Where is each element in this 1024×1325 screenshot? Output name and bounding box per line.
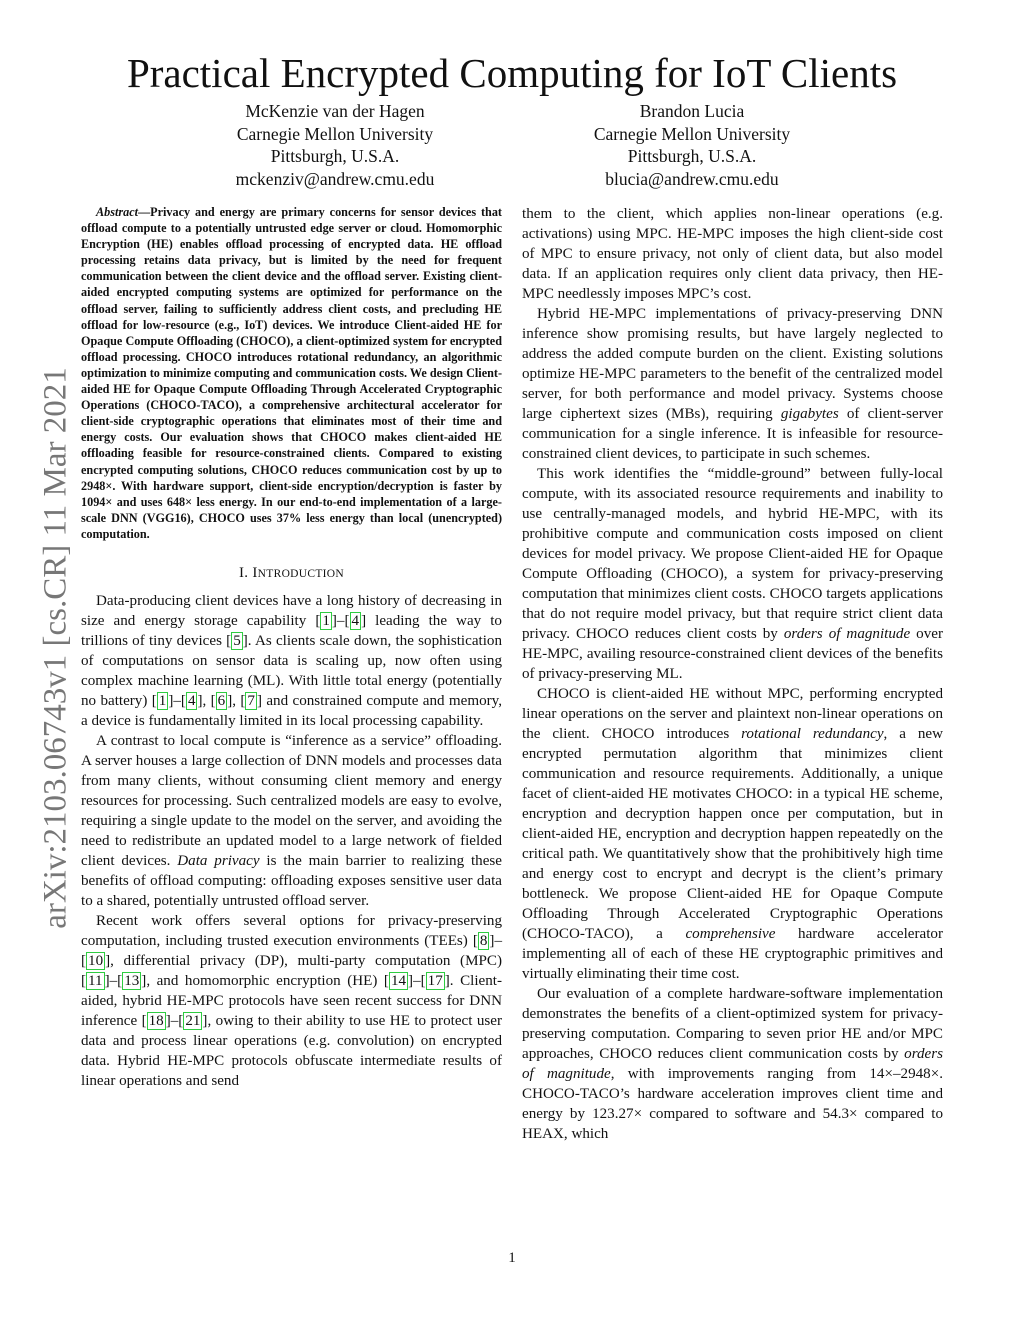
citation-link[interactable]: 4 <box>187 692 196 709</box>
abstract-label: Abstract <box>96 205 138 219</box>
citation-link[interactable]: 10 <box>88 952 104 969</box>
citation-link[interactable]: 11 <box>88 972 103 989</box>
right-column <box>522 204 943 1144</box>
citation-link[interactable]: 5 <box>233 632 241 649</box>
citation-link[interactable]: 1 <box>322 612 330 629</box>
author-email: mckenziv@andrew.cmu.edu <box>235 168 435 189</box>
citation-link[interactable]: 6 <box>217 692 226 709</box>
arxiv-id: arXiv:2103.06743v1 [cs.CR] 11 Mar 2021 <box>37 367 74 929</box>
abstract-text: —Privacy and energy are primary concerns for sensor devices that offload compute to a potentially untrusted edge server or cloud. Homomorphic Encryption (HE) enables offload processing of encrypted data. HE offload processing retains data privacy, but is limited by the need for frequent communication between the client device and the offload server. Existing client-aided encrypted computing systems are optimized for performance on the offload server, failing to sufficiently address client costs, and precluding HE offload for low-resource (e.g., IoT) devices. We introduce Client-aided HE for Opaque Compute Offloading (CHOCO), a client-optimized system for encrypted offload processing. CHOCO introduces rotational redundancy, an algorithmic optimization to minimize computing and communication costs. We design Client-aided HE for Opaque Compute Offloading Through Accelerated Cryptographic Operations (CHOCO-TACO), a comprehensive architectural accelerator for client-side cryptographic operations that eliminates most of their time and energy costs. Our evaluation shows that CHOCO makes client-aided HE offloading feasible for resource-constrained clients. Compared to existing encrypted computing solutions, CHOCO reduces communication cost by up to 2948×. With hardware support, client-side encryption/decryption is faster by 1094× and uses 648× less energy. In our end-to-end implementation of a large-scale DNN (VGG16), CHOCO uses 37% less energy than local (unencrypted) computation. <box>81 205 502 541</box>
paragraph: This work identifies the “middle-ground” between fully-local compute, with its associated resource requirements and inability to use centrally-managed models, and hybrid HE-MPC, with its prohibitive compute and communication costs imposed on client devices for model privacy. We propose Client-aided HE for Opaque Compute Offloading (CHOCO), a system for privacy-preserving computation that minimizes client costs. CHOCO targets applications that do not require model privacy, but that require strict client data privacy. CHOCO reduces client costs by orders of magnitude over HE-MPC, availing resource-constrained client devices of the benefits of privacy-preserving ML. <box>522 466 943 682</box>
author-name: McKenzie van der Hagen <box>245 101 425 121</box>
citation-link[interactable]: 8 <box>479 932 488 949</box>
paper-title: Practical Encrypted Computing for IoT Clients <box>126 50 898 96</box>
citation-link[interactable]: 18 <box>148 1012 164 1029</box>
author-name: Brandon Lucia <box>639 101 745 121</box>
citation-link[interactable]: 14 <box>390 972 407 989</box>
citation-link[interactable]: 17 <box>427 972 443 989</box>
abstract <box>81 204 502 542</box>
author-affiliation: Carnegie Mellon University <box>593 123 791 144</box>
paragraph: Data-producing client devices have a long history of decreasing in size and energy storage capability [ 1 ]–[ 4 ] leading the way to trillions of tiny devices [ 5 ]. As clients scale down, the sophistication of computations on sensor data is scaling up, now often using complex machine learning (ML). With little total energy (potentially no battery) [ 1 ]–[ 4 ], [ 6 ], [ 7 ] and constrained compute and memory, a device is fundamentally limited in its local processing capability. <box>81 592 502 729</box>
citation-link[interactable]: 21 <box>185 1012 201 1029</box>
paragraph: Our evaluation of a complete hardware-software implementation demonstrates the benefits of a client-optimized system for privacy-preserving computation. Comparing to seven prior HE and/or MPC approaches, CHOCO reduces client communication costs by orders of magnitude, with improvements ranging from 14×–2948×. CHOCO-TACO’s hardware acceleration improves client time and energy by 123.27× compared to software and 54.3× compared to HEAX, which <box>522 986 943 1142</box>
paragraph: Recent work offers several options for privacy-preserving computation, including trusted execution environments (TEEs) [ 8 ]–[ 10 ], differential privacy (DP), multi-party computation (MPC) [ 11 ]–[ 13 ], and homomorphic encryption (HE) [ 14 ]–[ 17 ]. Client-aided, hybrid HE-MPC protocols have seen recent success for DNN inference [ 18 ]–[ 21 ], owing to their ability to use HE to protect user data and process linear operations (e.g. convolution) on encrypted data. Hybrid HE-MPC protocols obfuscate intermediate results of linear operations and send <box>81 912 503 1089</box>
paragraph: CHOCO is client-aided HE without MPC, performing encrypted linear operations on the server and plaintext non-linear operations on the client. CHOCO introduces rotational redundancy, a new encrypted permutation algorithm that minimizes client communication and resource requirements. Additionally, a unique facet of client-aided HE motivates CHOCO: in a typical HE scheme, encryption and decryption happen once per computation, but in client-aided HE, encryption and decryption happen repeatedly on the critical path. We quantitatively show that the prohibitively high time and energy cost to encrypt and decrypt is the client’s primary bottleneck. We propose Client-aided HE for Opaque Compute Offloading Through Accelerated Cryptographic Operations (CHOCO-TACO), a comprehensive hardware accelerator implementing all of each of these HE cryptographic primitives and virtually eliminating their time cost. <box>522 686 943 982</box>
citation-link[interactable]: 13 <box>124 972 140 989</box>
author-location: Pittsburgh, U.S.A. <box>627 146 757 166</box>
author-email: blucia@andrew.cmu.edu <box>605 168 779 189</box>
author-block-2 <box>542 100 842 190</box>
citation-link[interactable]: 1 <box>158 692 167 709</box>
author-block-1 <box>185 100 485 190</box>
author-affiliation: Carnegie Mellon University <box>236 123 434 144</box>
paragraph: A contrast to local compute is “inference as a service” offloading. A server houses a large collection of DNN models and processes data from many clients, without consuming client memory and energy resources for processing. Such centralized models are easy to evolve, requiring a single update to the model on the server, and avoiding the need to redistribute an updated model to a large network of fielded client devices. Data privacy is the main barrier to realizing these benefits of offload computing: offloading exposes sensitive user data to a shared, potentially untrusted offload server. <box>81 732 502 909</box>
citation-link[interactable]: 4 <box>351 612 360 629</box>
page-number: 1 <box>508 1250 516 1266</box>
left-column <box>81 204 502 1091</box>
section-heading-introduction: I. INTRODUCTION <box>238 564 345 581</box>
paragraph: Hybrid HE-MPC implementations of privacy-preserving DNN inference show promising results, but have largely neglected to address the added compute burden on the client. Existing solutions optimize HE-MPC parameters to the benefit of the centralized model server, for both performance and model privacy. Systems choose large ciphertext sizes (MBs), requiring gigabytes of client-server communication for a single inference. It is infeasible for resource-constrained client devices, to participate in such schemes. <box>522 306 943 462</box>
citation-link[interactable]: 7 <box>247 692 255 709</box>
author-location: Pittsburgh, U.S.A. <box>270 146 400 166</box>
paragraph: them to the client, which applies non-linear operations (e.g. activations) using MPC. HE-MPC imposes the high client-side cost of MPC to ensure privacy, not only of client data, but also model data. If an application requires only client data privacy, then HE-MPC needlessly imposes MPC’s cost. <box>522 206 943 302</box>
